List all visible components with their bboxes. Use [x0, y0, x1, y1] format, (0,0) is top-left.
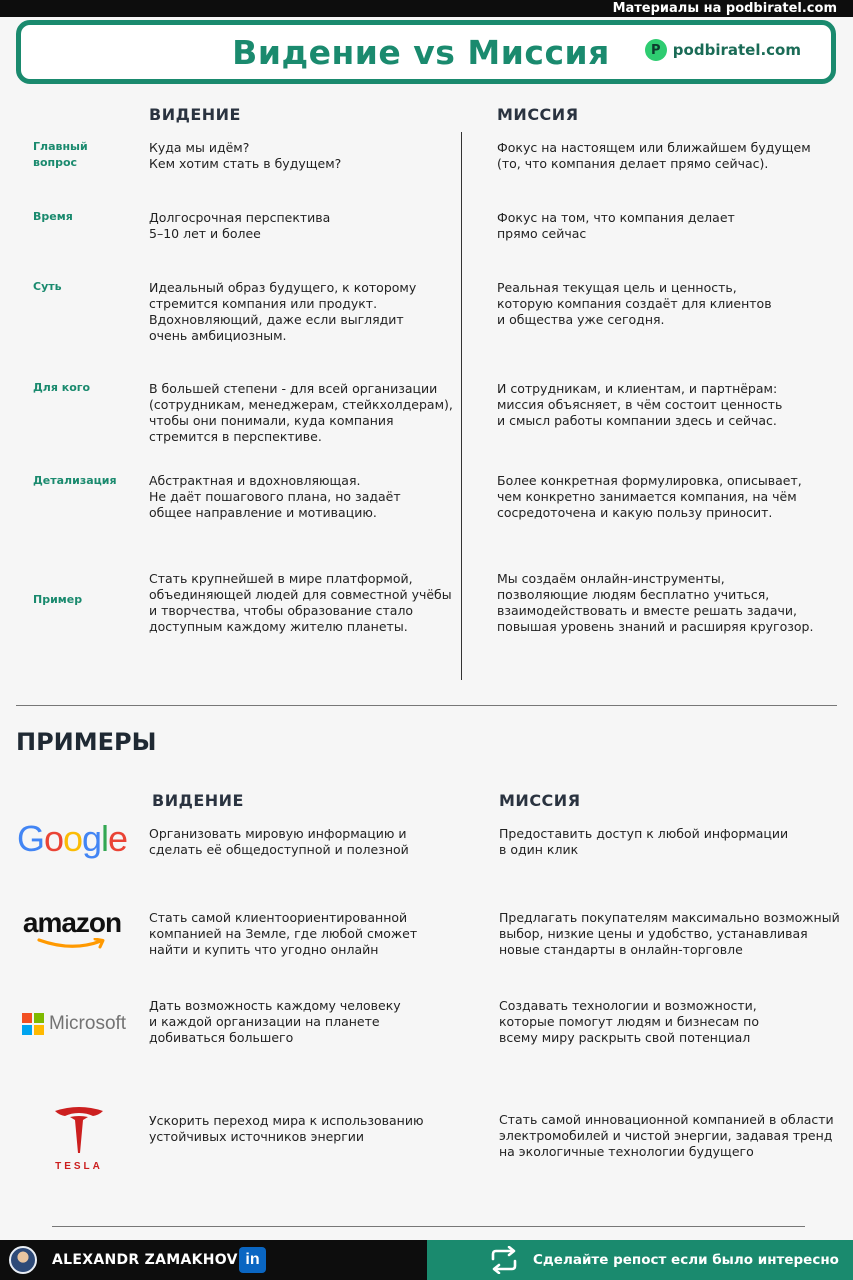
tesla-wordmark: TESLA — [55, 1160, 103, 1172]
author-bar — [0, 1240, 427, 1280]
tesla-mission: Стать самой инновационной компанией в области электромобилей и чистой энергии, задавая тренд на экологичные технологии будущего — [499, 1112, 834, 1159]
examples-mission-header: МИССИЯ — [499, 791, 581, 810]
microsoft-mission: Создавать технологии и возможности, которые помогут людям и бизнесам по всему миру раскрыть свой потенциал — [499, 998, 759, 1045]
examples-vision-header: ВИДЕНИЕ — [152, 791, 244, 810]
page-title: Видение vs Миссия — [232, 33, 610, 72]
mission-column-header: МИССИЯ — [497, 105, 579, 124]
brand-name: podbiratel.com — [672, 41, 801, 59]
amazon-smile-icon — [35, 938, 109, 950]
google-mission: Предоставить доступ к любой информации в один клик — [499, 826, 789, 857]
microsoft-squares-icon — [22, 1013, 44, 1035]
repost-text: Сделайте репост если было интересно — [533, 1252, 839, 1268]
vision-cell-essence: Идеальный образ будущего, к которому стремится компания или продукт. Вдохновляющий, даже если выглядит очень амбициозным. — [149, 280, 417, 343]
repost-icon — [487, 1246, 521, 1274]
mission-cell-time: Фокус на том, что компания делает прямо сейчас — [497, 210, 735, 241]
mission-cell-example: Мы создаём онлайн-инструменты, позволяющие людям бесплатно учиться, взаимодействовать и вместе решать задачи, повышая уровень знаний и расширяя кругозор. — [497, 571, 814, 634]
row-label-detail: Детализация — [33, 474, 117, 487]
mission-cell-main-question: Фокус на настоящем или ближайшем будущем (то, что компания делает прямо сейчас). — [497, 140, 811, 171]
header-box — [16, 20, 836, 84]
author-name: ALEXANDR ZAMAKHOV — [52, 1252, 238, 1268]
microsoft-vision: Дать возможность каждому человеку и каждой организации на планете добиваться большего — [149, 998, 401, 1045]
mission-cell-detail: Более конкретная формулировка, описывает, чем конкретно занимается компания, на чём сосредоточена и какую пользу приносит. — [497, 473, 802, 520]
brand-logo[interactable] — [645, 39, 801, 61]
section-divider — [16, 705, 837, 706]
top-banner-text: Материалы на podbiratel.com — [612, 1, 837, 16]
amazon-vision: Стать самой клиентоориентированной компанией на Земле, где любой сможет найти и купить что угодно онлайн — [149, 910, 418, 957]
vision-cell-main-question: Куда мы идём? Кем хотим стать в будущем? — [149, 140, 342, 171]
google-logo: G o o g l e — [16, 818, 128, 859]
vision-cell-audience: В большей степени - для всей организации (сотрудникам, менеджерам, стейкхолдерам), чтобы они понимали, куда компания стремится в перспективе. — [149, 381, 453, 444]
vision-cell-detail: Абстрактная и вдохновляющая. Не даёт пошагового плана, но задаёт общее направление и мотивацию. — [149, 473, 401, 520]
linkedin-icon[interactable]: in — [239, 1247, 266, 1273]
tesla-vision: Ускорить переход мира к использованию устойчивых источников энергии — [149, 1113, 424, 1144]
footer-divider — [52, 1226, 805, 1227]
vision-cell-time: Долгосрочная перспектива 5–10 лет и более — [149, 210, 331, 241]
mission-cell-essence: Реальная текущая цель и ценность, которую компания создаёт для клиентов и общества уже сегодня. — [497, 280, 772, 327]
top-banner — [0, 0, 853, 17]
examples-title: ПРИМЕРЫ — [16, 728, 157, 756]
tesla-t-icon — [53, 1105, 105, 1155]
row-label-main-question: Главный вопрос — [33, 140, 88, 169]
google-vision: Организовать мировую информацию и сделать её общедоступной и полезной — [149, 826, 409, 857]
brand-icon: P — [645, 39, 667, 61]
amazon-logo — [20, 906, 124, 952]
mission-cell-audience: И сотрудникам, и клиентам, и партнёрам: миссия объясняет, в чём состоит ценность и смысл работы компании здесь и сейчас. — [497, 381, 783, 428]
vision-cell-example: Стать крупнейшей в мире платформой, объединяющей людей для совместной учёбы и творчества, чтобы образование стало доступным каждому жителю планеты. — [149, 571, 452, 634]
avatar — [9, 1246, 37, 1274]
repost-banner[interactable] — [427, 1240, 853, 1280]
row-label-essence: Суть — [33, 280, 62, 293]
vision-column-header: ВИДЕНИЕ — [149, 105, 241, 124]
row-label-time: Время — [33, 210, 73, 223]
row-label-audience: Для кого — [33, 381, 91, 394]
tesla-logo — [44, 1098, 114, 1178]
amazon-wordmark: amazon — [22, 907, 122, 938]
amazon-mission: Предлагать покупателям максимально возможный выбор, низкие цены и удобство, устанавливая новые стандарты в онлайн-торговле — [499, 910, 840, 957]
row-label-example: Пример — [33, 593, 83, 606]
microsoft-wordmark: Microsoft — [49, 1013, 127, 1034]
microsoft-logo — [22, 1010, 130, 1038]
column-divider — [461, 132, 462, 680]
